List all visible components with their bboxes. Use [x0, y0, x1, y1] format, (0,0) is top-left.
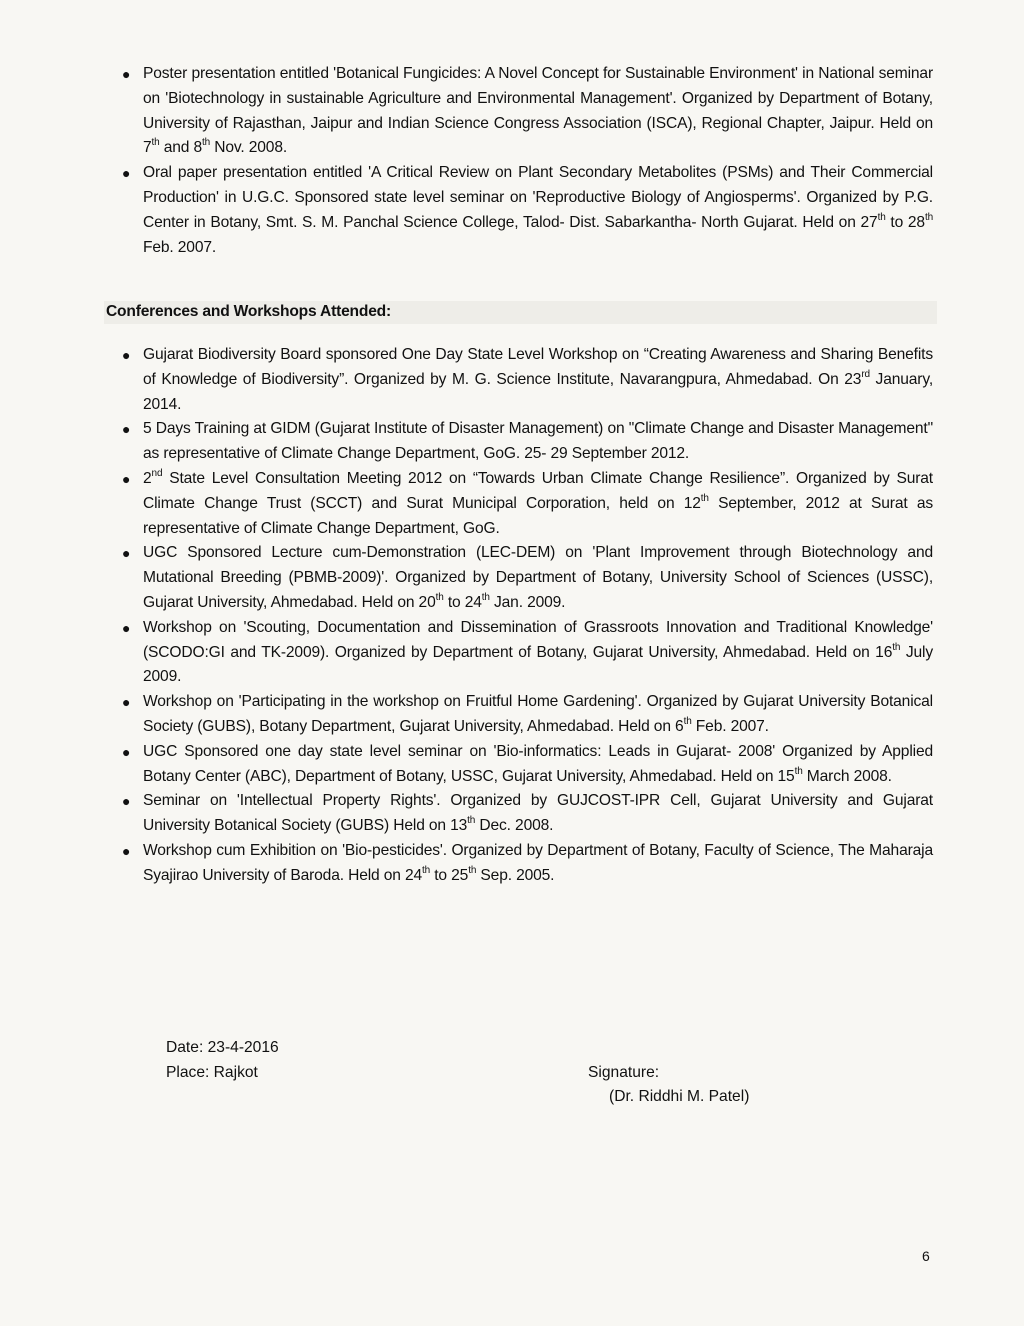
signatory-name: (Dr. Riddhi M. Patel) [609, 1088, 750, 1105]
item-text: to 24 [443, 593, 482, 611]
superscript: th [435, 591, 444, 603]
item-text: Jan. 2009. [489, 593, 566, 611]
conferences-list [106, 343, 933, 889]
list-item [106, 789, 933, 839]
item-text: Gujarat Biodiversity Board sponsored One Day State Level Workshop on “Creating Awareness and Sharing Benefits of Knowledge of Biodiversity”. Organized by M. G. Science Institute, Navarangpura, Ahmedabad. On 23 [143, 346, 933, 388]
superscript: th [683, 715, 692, 727]
item-text: Workshop cum Exhibition on 'Bio-pesticides'. Organized by Department of Botany, Faculty of Science, The Maharaja Syajirao University of Baroda. Held on 24 [143, 841, 933, 884]
item-text: January, 2014. [143, 370, 933, 413]
item-text: Dec. 2008. [475, 817, 554, 835]
date-line: Date: 23-4-2016 [166, 1039, 279, 1056]
item-text: March 2008. [802, 767, 892, 785]
superscript: th [467, 815, 476, 827]
item-text: Poster presentation entitled 'Botanical Fungicides: A Novel Concept for Sustainable Environment' in National seminar on 'Biotechnology in sustainable Agriculture and Environmental Management'. Organized by Department of Botany, University of Rajasthan, Jaipur and Indian Science Congress Association (ISCA), Regional Chapter, Jaipur. Held on 7 [143, 65, 933, 157]
item-text: Oral paper presentation entitled 'A Critical Review on Plant Secondary Metabolites (PSMs) and Their Commercial Production' in U.G.C. Sponsored state level seminar on 'Reproductive Biology of Angiosperms'. Organized by P.G. Center in Botany, Smt. S. M. Panchal Science College, Talod- Dist. Sabarkantha- North Gujarat. Held on 27 [143, 164, 933, 231]
item-text: and 8 [159, 139, 203, 157]
list-item [106, 616, 933, 690]
item-text: Sep. 2005. [476, 866, 555, 884]
superscript: nd [151, 467, 163, 479]
bullet-icon: ● [122, 619, 131, 636]
list-item [106, 343, 933, 417]
list-item [106, 839, 933, 889]
item-text: Seminar on 'Intellectual Property Rights'. Organized by GUJCOST-IPR Cell, Gujarat University and Gujarat University Botanical Society (GUBS) Held on 13 [143, 792, 933, 835]
bullet-icon: ● [122, 470, 131, 487]
bullet-icon: ● [122, 793, 131, 810]
signature-label: Signature: [588, 1064, 660, 1081]
bullet-icon: ● [122, 842, 131, 859]
bullet-icon: ● [122, 347, 131, 363]
superscript: th [794, 765, 803, 777]
superscript: th [924, 211, 933, 223]
item-text: UGC Sponsored Lecture cum-Demonstration (LEC-DEM) on 'Plant Improvement through Biotechnology and Mutational Breeding (PBMB-2009)'. Organized by Department of Botany, University School of Sciences (USSC), Gujarat University, Ahmedabad. Held on 20 [143, 544, 933, 611]
item-text: July 2009. [143, 643, 933, 686]
list-item [106, 161, 933, 260]
bullet-icon: ● [122, 165, 131, 182]
list-item [106, 541, 933, 615]
bullet-icon: ● [122, 694, 131, 711]
item-text: to 25 [430, 866, 469, 884]
superscript: th [892, 641, 901, 653]
section-title: Conferences and Workshops Attended: [106, 303, 391, 320]
item-text: 2 [143, 469, 152, 487]
list-item [106, 740, 933, 790]
bullet-icon: ● [122, 545, 131, 562]
item-text: UGC Sponsored one day state level seminar on 'Bio-informatics: Leads in Gujarat- 2008' Organized by Applied Botany Center (ABC), Department of Botany, USSC, Gujarat University, Ahmedabad. Held on 15 [143, 742, 933, 785]
superscript: th [700, 492, 709, 504]
item-text: Nov. 2008. [210, 139, 288, 157]
superscript: th [202, 137, 211, 149]
superscript: th [468, 864, 477, 876]
superscript: th [151, 137, 160, 149]
place-line: Place: Rajkot [166, 1064, 258, 1081]
superscript: th [877, 211, 886, 223]
list-item [106, 467, 933, 541]
superscript: rd [861, 368, 870, 380]
item-text: State Level Consultation Meeting 2012 on “Towards Urban Climate Change Resilience”. Organized by Surat Climate Change Trust (SCCT) and Surat Municipal Corporation, held on 12 [143, 469, 933, 512]
superscript: th [481, 591, 490, 603]
bullet-icon: ● [122, 421, 131, 438]
item-text: Feb. 2007. [691, 717, 769, 735]
list-item [106, 417, 933, 467]
section-header [104, 301, 937, 324]
item-text: 5 Days Training at GIDM (Gujarat Institute of Disaster Management) on "Climate Change and Disaster Management" as representative of Climate Change Department, GoG. 25- 29 September 2012. [143, 420, 933, 463]
list-item [106, 62, 933, 161]
page-number: 6 [922, 1248, 930, 1264]
item-text: Workshop on 'Participating in the workshop on Fruitful Home Gardening'. Organized by Gujarat University Botanical Society (GUBS), Botany Department, Gujarat University, Ahmedabad. Held on 6 [143, 693, 933, 735]
bullet-icon: ● [122, 66, 131, 82]
superscript: th [422, 864, 431, 876]
item-text: Workshop on 'Scouting, Documentation and Dissemination of Grassroots Innovation and Traditional Knowledge' (SCODO:GI and TK-2009). Organized by Department of Botany, Gujarat University, Ahmedabad. Held on 16 [143, 618, 933, 661]
list-item [106, 690, 933, 740]
item-text: Feb. 2007. [143, 238, 217, 256]
presentations-list [106, 62, 933, 260]
item-text: to 28 [885, 213, 925, 231]
item-text: September, 2012 at Surat as representative of Climate Change Department, GoG. [143, 494, 933, 537]
bullet-icon: ● [122, 743, 131, 760]
